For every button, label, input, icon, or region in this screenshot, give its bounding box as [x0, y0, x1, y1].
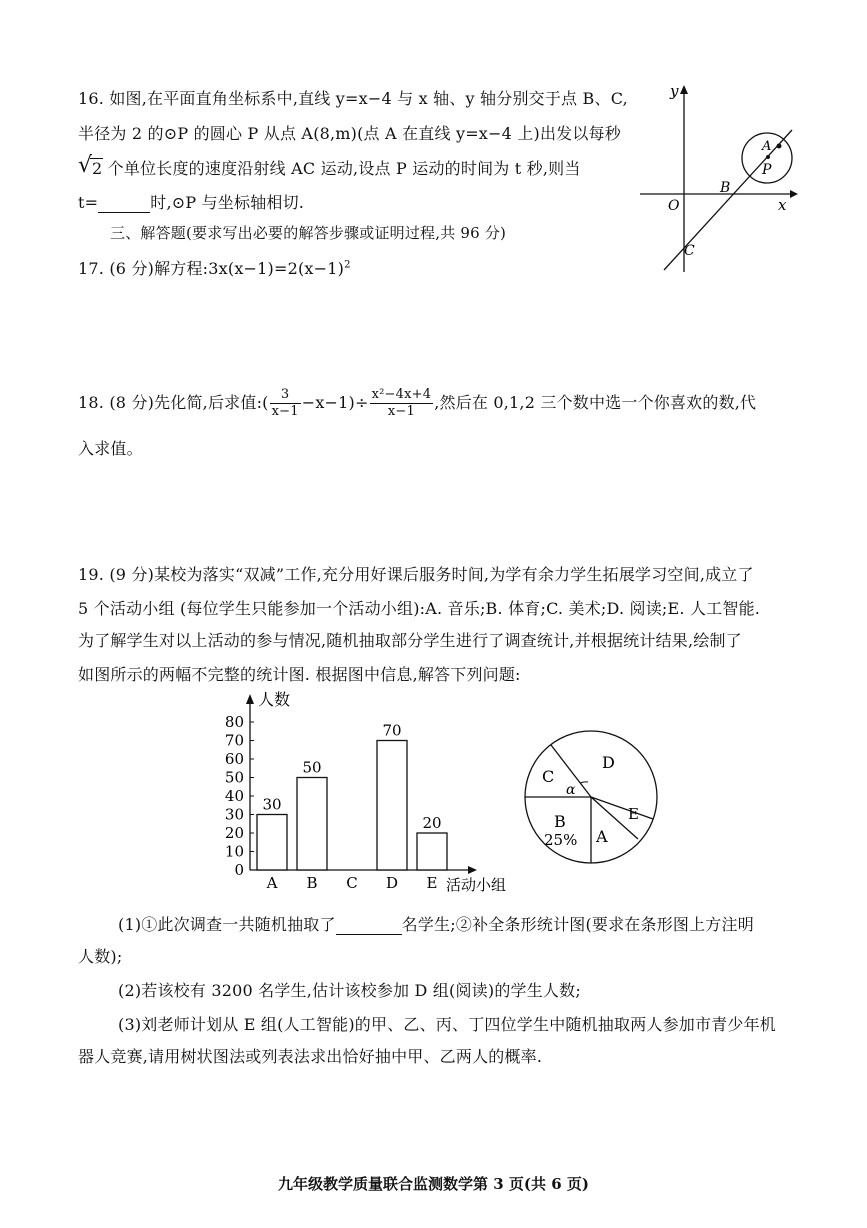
- x-category-label-E: E: [426, 874, 438, 892]
- bar-chart-x-label: 活动小组: [446, 876, 507, 894]
- q19-sub1-line2: 人数);: [78, 947, 123, 966]
- q17-exponent: 2: [344, 259, 351, 271]
- y-tick-label-30: 30: [224, 805, 244, 824]
- x-category-label-B: B: [306, 874, 318, 892]
- y-tick-label-50: 50: [224, 768, 244, 787]
- y-tick-label-80: 80: [224, 713, 244, 731]
- pie-label-b-percent: 25%: [544, 831, 578, 849]
- q19-sub3-line1: (3)刘老师计划从 E 组(人工智能)的甲、乙、丙、丁四位学生中随机抽取两人参加市青少年机: [118, 1015, 777, 1034]
- bar-chart-x-arrow: [468, 866, 477, 874]
- q18-line1: [78, 386, 756, 420]
- pie-label-e: E: [628, 805, 639, 823]
- y-tick-label-0: 0: [234, 861, 244, 879]
- coordinate-figure: [632, 78, 802, 278]
- point-b-label: B: [720, 180, 731, 196]
- q17: [78, 256, 351, 279]
- bar-B: [297, 778, 327, 871]
- x-axis-label: x: [778, 196, 787, 214]
- q16-t-label: t=: [78, 193, 99, 212]
- y-tick-label-20: 20: [224, 824, 244, 842]
- q18-line2: 入求值。: [78, 439, 143, 458]
- q18-fraction-1: [270, 387, 301, 420]
- q18-prefix: 18. (8 分)先化简,后求值:(: [78, 393, 269, 412]
- q16-line3: [78, 153, 581, 179]
- pie-label-c: C: [542, 767, 555, 786]
- bar-value-label-D: 70: [382, 721, 402, 740]
- q16-answer-blank[interactable]: [98, 193, 150, 213]
- x-category-label-A: A: [266, 874, 278, 892]
- q19-line4: 如图所示的两幅不完整的统计图. 根据图中信息,解答下列问题:: [78, 665, 521, 684]
- x-axis-arrow: [790, 190, 798, 198]
- q17-text: 17. (6 分)解方程:3x(x−1)=2(x−1): [78, 259, 345, 278]
- sqrt-arg: 2: [92, 159, 103, 178]
- point-a-label: A: [762, 139, 772, 154]
- point-p-label: P: [762, 162, 772, 178]
- q19-line3: 为了解学生对以上活动的参与情况,随机抽取部分学生进行了调查统计,并根据统计结果,绘制了: [78, 631, 742, 650]
- pie-label-d: D: [602, 753, 615, 772]
- q19-sub1-post: 名学生;②补全条形统计图(要求在条形图上方注明: [401, 915, 754, 934]
- bar-value-label-A: 30: [262, 795, 282, 814]
- section3-heading: 三、解答题(要求写出必要的解答步骤或证明过程,共 96 分): [110, 224, 507, 242]
- q16-line2: 半径为 2 的⊙P 的圆心 P 从点 A(8,m)(点 A 在直线 y=x−4 上)出发以每秒: [78, 124, 621, 143]
- q18-middle: −x−1)÷: [301, 393, 369, 412]
- pie-chart: [518, 724, 664, 870]
- pie-angle-alpha: α: [566, 782, 576, 798]
- bar-D: [377, 741, 407, 871]
- sqrt-expression: √ 2: [78, 153, 103, 178]
- pie-label-b: B: [554, 812, 566, 831]
- origin-label: O: [668, 198, 680, 214]
- bar-value-label-B: 50: [302, 758, 322, 777]
- q19-sub2: (2)若该校有 3200 名学生,估计该校参加 D 组(阅读)的学生人数;: [118, 981, 581, 1000]
- frac2-numerator: x²−4x+4: [371, 387, 432, 402]
- pie-divider-ea: [591, 797, 653, 819]
- q19-line2: 5 个活动小组 (每位学生只能参加一个活动小组):A. 音乐;B. 体育;C. 美术;D. 阅读;E. 人工智能.: [78, 599, 761, 618]
- point-p-dot: [766, 155, 770, 159]
- bar-chart: [220, 688, 530, 898]
- q16-line1: 16. 如图,在平面直角坐标系中,直线 y=x−4 与 x 轴、y 轴分别交于点 B、C,: [78, 89, 628, 108]
- q19-sub1-pre: (1)①此次调查一共随机抽取了: [118, 915, 336, 934]
- x-category-label-C: C: [346, 874, 358, 892]
- q18-fraction-2: [370, 387, 434, 420]
- bar-A: [257, 815, 287, 871]
- frac2-denominator: x−1: [387, 404, 415, 419]
- frac1-denominator: x−1: [271, 404, 299, 419]
- angle-alpha-arc: [580, 782, 588, 783]
- q19-sub1: [118, 912, 754, 935]
- x-category-label-D: D: [385, 874, 399, 892]
- y-axis-label: y: [670, 82, 679, 100]
- bar-chart-y-label: 人数: [258, 690, 291, 709]
- q16-line3-text: 个单位长度的速度沿射线 AC 运动,设点 P 运动的时间为 t 秒,则当: [102, 159, 581, 178]
- point-c-label: C: [684, 243, 695, 259]
- pie-label-a: A: [596, 827, 608, 846]
- q18-suffix: ,然后在 0,1,2 三个数中选一个你喜欢的数,代: [434, 393, 757, 412]
- y-tick-label-40: 40: [224, 787, 244, 805]
- q19-sub3-line2: 器人竞赛,请用树状图法或列表法求出恰好抽中甲、乙两人的概率.: [78, 1047, 543, 1066]
- q19-line1: 19. (9 分)某校为落实“双减”工作,充分用好课后服务时间,为学有余力学生拓展学习空间,成立了: [78, 565, 754, 584]
- page-footer: 九年级教学质量联合监测数学第 3 页(共 6 页): [278, 1175, 589, 1193]
- frac1-numerator: 3: [270, 387, 301, 404]
- bar-value-label-E: 20: [422, 814, 442, 832]
- bar-E: [417, 833, 447, 870]
- q16-line4: [78, 190, 304, 213]
- point-a-dot: [777, 144, 782, 149]
- bar-chart-y-arrow: [246, 694, 254, 704]
- y-tick-label-70: 70: [224, 731, 244, 750]
- y-tick-label-60: 60: [224, 750, 244, 768]
- q19-sub1-answer-blank[interactable]: [336, 915, 402, 935]
- y-axis-arrow: [680, 85, 688, 94]
- y-tick-label-10: 10: [224, 842, 244, 861]
- q16-line4-text: 时,⊙P 与坐标轴相切.: [150, 193, 305, 212]
